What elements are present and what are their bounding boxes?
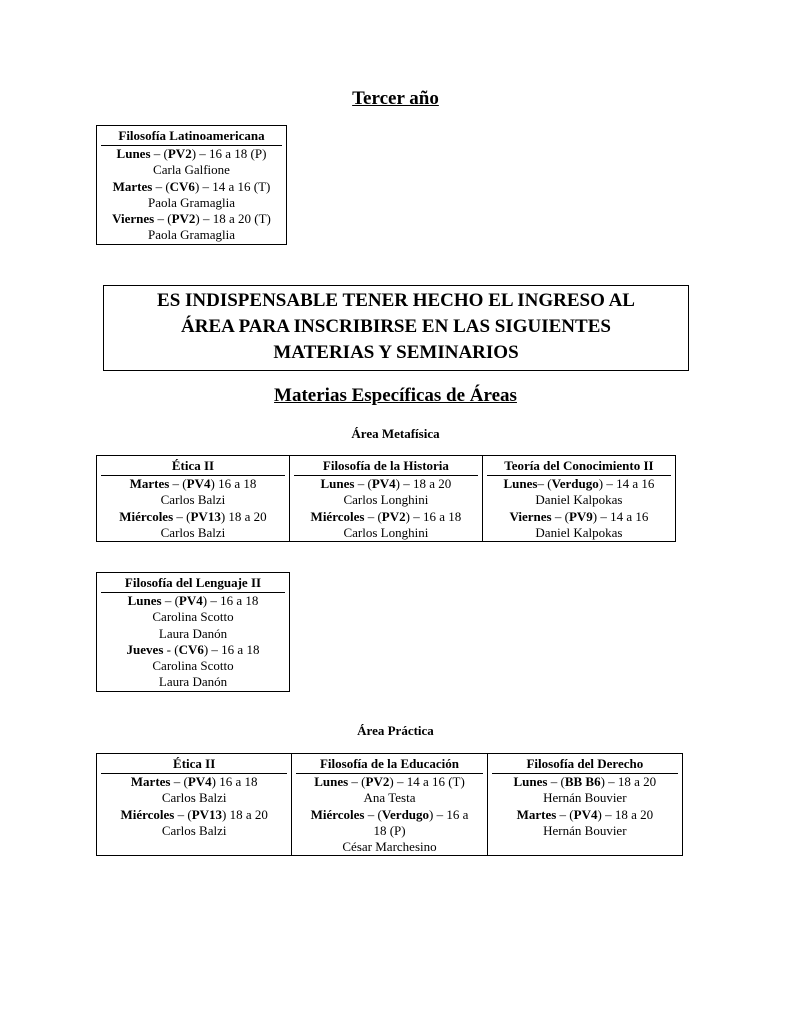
- time-range: ) 16 a 18: [211, 774, 258, 789]
- schedule-line: [97, 146, 286, 162]
- instructor-name: Carlos Balzi: [161, 822, 227, 838]
- instructor-name: Paola Gramaglia: [148, 227, 235, 243]
- time-range: ) – 18 a 20: [600, 774, 657, 789]
- time-range: ) – 14 a 16 (T): [389, 774, 465, 789]
- instructor-name: Laura Danón: [158, 674, 228, 690]
- instructor-name: Laura Danón: [158, 625, 228, 641]
- separator: – (: [547, 774, 565, 789]
- instructor-name: Carolina Scotto: [152, 658, 234, 674]
- room-label: CV6: [178, 641, 204, 657]
- room-label: PV4: [371, 476, 396, 491]
- area-practica-table: [96, 753, 683, 856]
- separator: – (: [150, 146, 168, 161]
- schedule-line: [292, 807, 486, 823]
- instructor-name: Carlos Balzi: [161, 790, 227, 806]
- course-cell: [97, 126, 287, 245]
- time-range: ) – 16 a: [429, 806, 469, 822]
- room-label: Verdugo: [381, 806, 430, 822]
- instructor-name: Carlos Longhini: [343, 524, 429, 540]
- section-title: Tercer año: [352, 88, 439, 109]
- room-label: PV4: [178, 593, 203, 608]
- day-label: Martes: [130, 774, 171, 789]
- instructor-name: César Marchesino: [342, 839, 437, 855]
- course-title: Ética II: [173, 756, 216, 771]
- day-label: Miércoles: [119, 508, 174, 524]
- schedule-line: [97, 774, 291, 790]
- room-label: PV13: [190, 508, 221, 524]
- course-schedule: [292, 774, 486, 855]
- day-label: Jueves: [126, 641, 164, 657]
- notice-line: ES INDISPENSABLE TENER HECHO EL INGRESO AL: [157, 290, 635, 311]
- tercer-ano-table: [96, 125, 287, 245]
- instructor-name: Daniel Kalpokas: [535, 492, 623, 508]
- notice-line: MATERIAS Y SEMINARIOS: [273, 342, 519, 363]
- room-label: PV2: [365, 774, 390, 789]
- schedule-line: [483, 509, 675, 525]
- separator: – (: [154, 211, 172, 227]
- room-label: PV2: [167, 146, 192, 161]
- course-cell: [482, 456, 675, 542]
- schedule-line: [97, 179, 286, 195]
- time-range: ) 18 a 20: [220, 508, 267, 524]
- area-metafisica-title: Área Metafísica: [351, 426, 440, 441]
- instructor-name: Daniel Kalpokas: [535, 524, 623, 540]
- day-label: Martes: [112, 178, 153, 194]
- day-label: Lunes: [127, 593, 162, 608]
- notice-box: [103, 285, 689, 371]
- course-cell: [97, 754, 292, 856]
- separator: – (: [556, 806, 574, 822]
- time-range: ) – 18 a 20: [597, 806, 654, 822]
- room-label: Verdugo: [551, 476, 599, 491]
- course-schedule: [97, 476, 289, 541]
- notice-line: ÁREA PARA INSCRIBIRSE EN LAS SIGUIENTES: [181, 316, 611, 337]
- separator: – (: [170, 774, 188, 789]
- course-cell: [97, 573, 290, 692]
- instructor-name: Paola Gramaglia: [148, 194, 235, 210]
- schedule-line: [290, 509, 482, 525]
- day-label: Lunes: [513, 774, 548, 789]
- course-title: Filosofía de la Historia: [322, 458, 449, 473]
- course-cell: [97, 456, 290, 542]
- schedule-line: [97, 807, 291, 823]
- course-title: Filosofía de la Educación: [319, 756, 460, 771]
- lenguaje-table: [96, 572, 290, 692]
- separator: – (: [364, 508, 382, 524]
- time-range: ) – 16 a 18: [405, 508, 462, 524]
- instructor-name: 18 (P): [373, 822, 406, 838]
- course-cell: [487, 754, 682, 856]
- time-range: ) – 16 a 18 (P): [191, 146, 267, 161]
- course-cell: [292, 754, 487, 856]
- separator: – (: [551, 508, 569, 524]
- schedule-line: [483, 476, 675, 492]
- day-label: Lunes: [116, 146, 151, 161]
- schedule-line: [97, 476, 289, 492]
- time-range: ) – 14 a 16: [598, 476, 655, 491]
- course-schedule: [483, 476, 675, 541]
- time-range: ) – 14 a 16 (T): [194, 178, 271, 194]
- course-title: Filosofía Latinoamericana: [118, 128, 265, 143]
- day-label: Viernes: [112, 211, 155, 227]
- schedule-line: [97, 593, 289, 609]
- time-range: ) – 16 a 18: [202, 593, 259, 608]
- room-label: PV4: [187, 774, 212, 789]
- instructor-name: Carlos Balzi: [160, 492, 226, 508]
- course-schedule: [290, 476, 482, 541]
- course-schedule: [97, 593, 289, 691]
- day-label: Lunes: [503, 476, 538, 491]
- schedule-line: [292, 774, 486, 790]
- room-label: BB B6: [564, 774, 601, 789]
- separator: – (: [169, 476, 187, 491]
- time-range: ) – 14 a 16: [592, 508, 649, 524]
- schedule-line: [97, 642, 289, 658]
- course-title: Filosofía del Derecho: [526, 756, 644, 771]
- separator: – (: [173, 508, 191, 524]
- course-title: Teoría del Conocimiento II: [504, 458, 654, 473]
- specific-areas-title: Materias Específicas de Áreas: [274, 385, 517, 406]
- area-practica-title: Área Práctica: [357, 723, 434, 738]
- time-range: ) 18 a 20: [222, 806, 268, 822]
- room-label: CV6: [169, 178, 195, 194]
- room-label: PV9: [568, 508, 593, 524]
- separator: – (: [152, 178, 170, 194]
- schedule-line: [290, 476, 482, 492]
- separator: – (: [348, 774, 366, 789]
- instructor-name: Ana Testa: [363, 790, 416, 806]
- separator: – (: [161, 593, 179, 608]
- room-label: PV4: [186, 476, 211, 491]
- day-label: Miércoles: [120, 806, 175, 822]
- day-label: Miércoles: [310, 508, 365, 524]
- day-label: Martes: [516, 806, 557, 822]
- separator: – (: [174, 806, 192, 822]
- instructor-name: Carla Galfione: [153, 162, 230, 178]
- schedule-line: [97, 509, 289, 525]
- course-title: Ética II: [171, 458, 215, 473]
- separator: – (: [354, 476, 372, 491]
- course-schedule: [97, 774, 291, 839]
- time-range: ) 16 a 18: [210, 476, 257, 491]
- separator: – (: [537, 476, 552, 491]
- schedule-line: [97, 211, 286, 227]
- schedule-line: [488, 807, 682, 823]
- instructor-name: Carlos Longhini: [343, 492, 429, 508]
- instructor-name: Hernán Bouvier: [543, 790, 627, 806]
- room-label: PV4: [573, 806, 598, 822]
- day-label: Miércoles: [310, 806, 365, 822]
- day-label: Lunes: [320, 476, 355, 491]
- time-range: ) – 18 a 20 (T): [195, 211, 271, 227]
- course-cell: [289, 456, 482, 542]
- room-label: PV2: [171, 211, 196, 227]
- day-label: Viernes: [509, 508, 552, 524]
- separator: – (: [364, 806, 382, 822]
- day-label: Lunes: [314, 774, 349, 789]
- time-range: ) – 16 a 18: [203, 641, 260, 657]
- instructor-name: Hernán Bouvier: [543, 822, 627, 838]
- course-title: Filosofía del Lenguaje II: [124, 575, 262, 590]
- instructor-name: Carlos Balzi: [160, 524, 226, 540]
- course-schedule: [97, 146, 286, 244]
- separator: - (: [163, 641, 179, 657]
- room-label: PV2: [381, 508, 406, 524]
- day-label: Martes: [129, 476, 170, 491]
- instructor-name: Carolina Scotto: [152, 609, 234, 625]
- time-range: ) – 18 a 20: [395, 476, 452, 491]
- room-label: PV13: [191, 806, 223, 822]
- schedule-line: [488, 774, 682, 790]
- course-schedule: [488, 774, 682, 839]
- area-metafisica-table: [96, 455, 676, 542]
